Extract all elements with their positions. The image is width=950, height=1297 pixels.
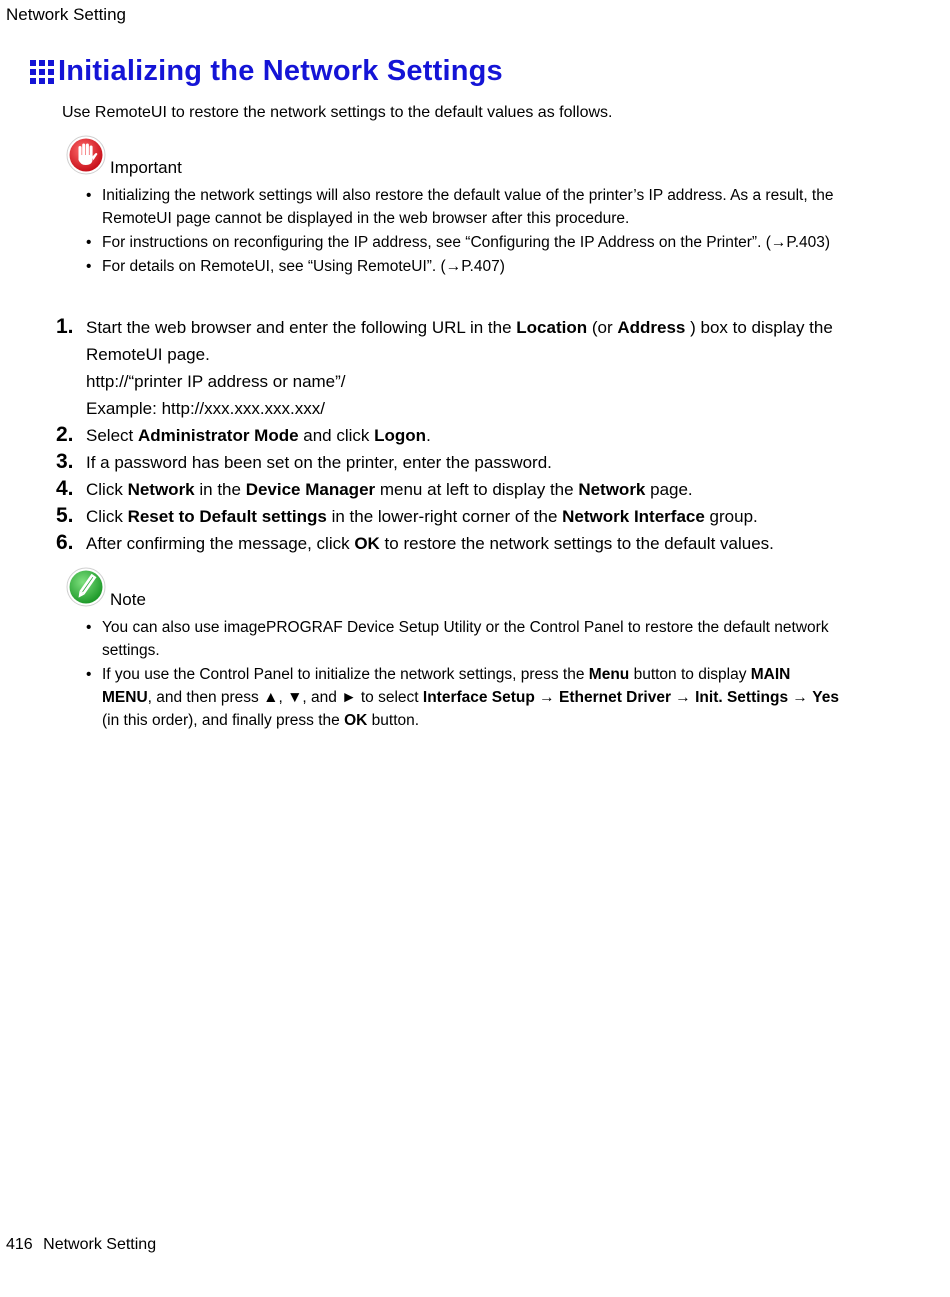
step-item — [56, 422, 856, 449]
step-number: 4. — [56, 477, 74, 500]
bold-term: ▼ — [287, 689, 303, 706]
text-run: , and then press — [147, 689, 264, 706]
bold-term: Network — [578, 480, 646, 499]
bold-term: Administrator Mode — [137, 426, 299, 445]
step-item — [56, 530, 856, 557]
bold-term: Init. Settings — [695, 689, 789, 706]
text-run: menu at left to display the — [375, 480, 579, 499]
bold-term: Device Manager — [245, 480, 376, 499]
intro-text: Use RemoteUI to restore the network settings to the default values as follows. — [62, 104, 613, 121]
important-item: • For details on RemoteUI, see “Using RemoteUI”. (→P.407) — [84, 255, 844, 278]
text-run: in the lower-right corner of the — [326, 507, 563, 526]
text-run: , — [278, 689, 288, 706]
text-run: to restore the network settings to the default values. — [379, 534, 774, 553]
page-footer — [6, 1236, 156, 1254]
bold-term: Network — [127, 480, 195, 499]
pencil-note-icon — [66, 567, 106, 607]
bold-term: Interface Setup — [422, 689, 535, 706]
stop-hand-icon — [66, 135, 106, 175]
text-run: → — [670, 689, 696, 706]
grid-icon — [30, 60, 54, 84]
step-text — [86, 503, 856, 530]
step-number: 1. — [56, 315, 74, 338]
text-run: Start the web browser and enter the following URL in the — [86, 318, 517, 337]
footer-section: Network Setting — [43, 1236, 157, 1253]
text-run: If you use the Control Panel to initialize the network settings, press the — [102, 666, 589, 683]
bold-term: Yes — [812, 689, 839, 706]
note-item — [84, 616, 844, 662]
procedure-steps — [56, 314, 856, 557]
text-run: (or — [587, 318, 618, 337]
step-detail-line: Example: http://xxx.xxx.xxx.xxx/ — [86, 399, 326, 418]
important-label: Important — [110, 158, 182, 177]
text-run: and click — [298, 426, 375, 445]
text-run: Select — [86, 426, 138, 445]
text-run: → — [788, 689, 813, 706]
text-run: page. — [645, 480, 693, 499]
bold-term: Location — [516, 318, 588, 337]
bold-term: ▲ — [263, 689, 279, 706]
text-run: You can also use imagePROGRAF Device Setup Utility or the Control Panel to restore the default network settings. — [102, 619, 829, 659]
step-item — [56, 476, 856, 503]
step-number: 6. — [56, 531, 74, 554]
text-run: group. — [704, 507, 758, 526]
step-item — [56, 314, 856, 422]
step-number: 5. — [56, 504, 74, 527]
bold-term: Reset to Default settings — [127, 507, 327, 526]
important-item: • Initializing the network settings will also restore the default value of the printer’s IP address. As a result, the RemoteUI page cannot be displayed in the web browser after this procedure. — [84, 184, 844, 230]
note-label: Note — [110, 590, 146, 609]
page-number: 416 — [6, 1236, 33, 1253]
text-run: Click — [86, 480, 128, 499]
text-run: (in this order), and finally press the — [102, 712, 345, 729]
step-item — [56, 503, 856, 530]
step-number: 3. — [56, 450, 74, 473]
text-run: After confirming the message, click — [86, 534, 355, 553]
text-run: to select — [356, 689, 423, 706]
bold-term: Address — [617, 318, 686, 337]
text-run: button to display — [629, 666, 751, 683]
important-item: • For instructions on reconfiguring the IP address, see “Configuring the IP Address on the Printer”. (→P.403) — [84, 231, 844, 254]
bold-term: OK — [354, 534, 380, 553]
text-run: Click — [86, 507, 128, 526]
page-title: Initializing the Network Settings — [58, 55, 503, 87]
step-number: 2. — [56, 423, 74, 446]
bold-term: Ethernet Driver — [559, 689, 671, 706]
bold-term: Network Interface — [562, 507, 705, 526]
text-run: If a password has been set on the printer, enter the password. — [86, 453, 552, 472]
text-run: → — [534, 689, 559, 706]
note-list — [84, 616, 844, 733]
step-text — [86, 476, 856, 503]
step-text — [86, 422, 856, 449]
step-item — [56, 449, 856, 476]
step-text — [86, 530, 856, 557]
bold-term: Menu — [588, 666, 630, 683]
text-run: button. — [367, 712, 420, 729]
important-list — [84, 184, 844, 279]
bold-term: OK — [344, 712, 368, 729]
text-run: . — [426, 426, 431, 445]
text-run: ) box to display the RemoteUI page. — [86, 318, 833, 364]
bold-term: Logon — [374, 426, 427, 445]
step-text — [86, 449, 856, 476]
important-callout-head — [66, 135, 182, 175]
bold-term: ► — [341, 689, 357, 706]
bold-term: MAIN MENU — [102, 666, 791, 706]
note-item — [84, 663, 844, 732]
note-callout-head — [66, 567, 146, 607]
section-title-row — [30, 55, 503, 88]
step-text — [86, 314, 856, 368]
text-run: , and — [302, 689, 342, 706]
text-run: in the — [194, 480, 246, 499]
running-head: Network Setting — [6, 5, 126, 24]
step-detail-line: http://“printer IP address or name”/ — [86, 372, 346, 391]
